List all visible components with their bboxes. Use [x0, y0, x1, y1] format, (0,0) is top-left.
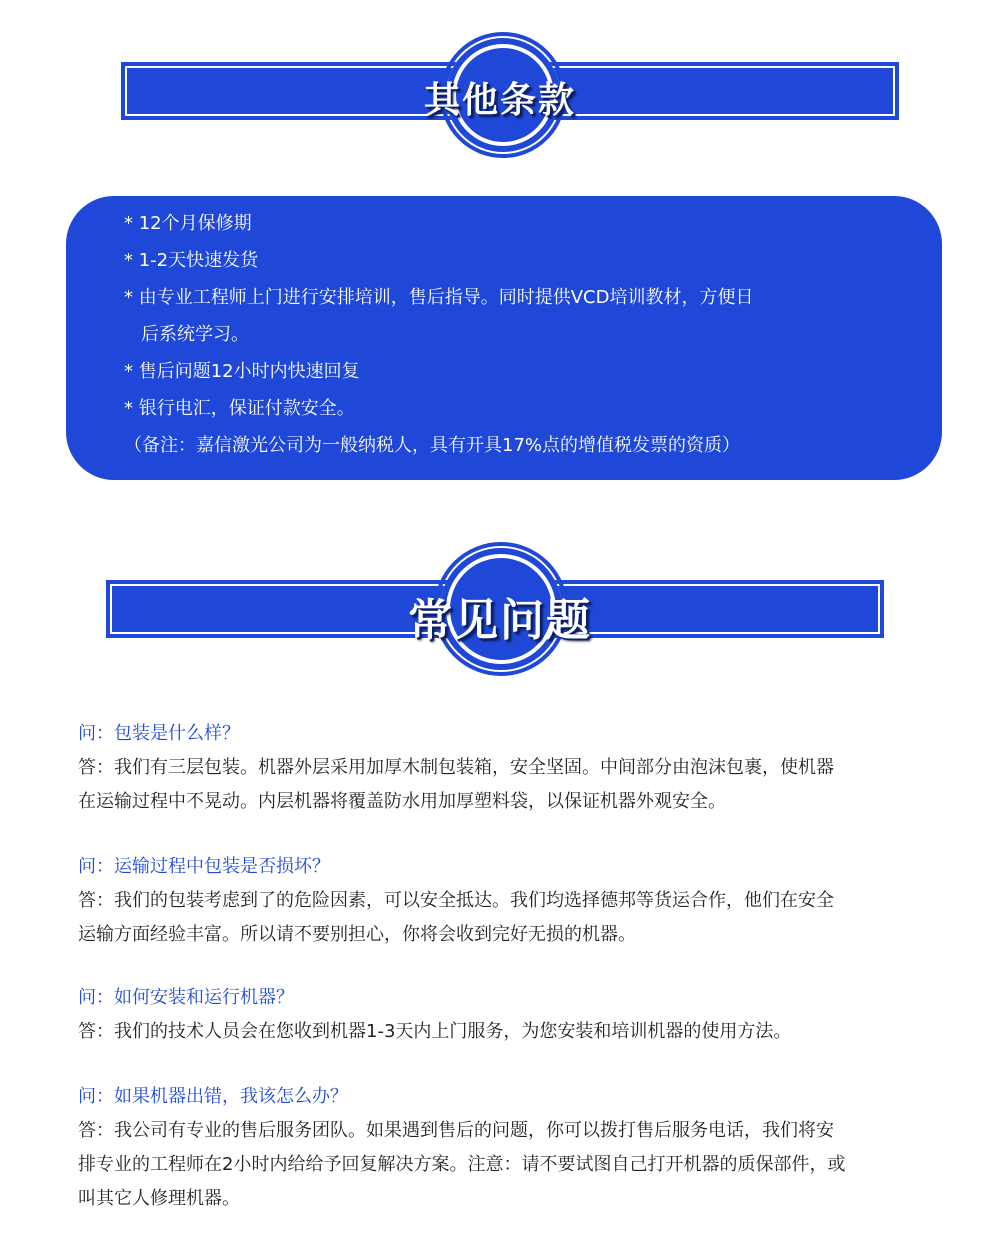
terms-item: * 银行电汇，保证付款安全。	[124, 398, 355, 419]
faq-question: 问：如果机器出错，我该怎么办？	[78, 1086, 348, 1107]
faq-item	[78, 850, 938, 952]
faq-answer-line: 答：我们的技术人员会在您收到机器1-3天内上门服务，为您安装和培训机器的使用方法。	[78, 1021, 792, 1042]
faq-question: 问：包装是什么样？	[78, 723, 240, 744]
terms-item-continuation: 后系统学习。	[141, 324, 249, 345]
faq-item	[78, 1080, 938, 1216]
terms-section-banner	[0, 30, 1000, 160]
faq-answer-line: 答：我们有三层包装。机器外层采用加厚木制包装箱，安全坚固。中间部分由泡沫包裹，使机器	[78, 757, 834, 778]
faq-answer-line: 答：我们的包装考虑到了的危险因素，可以安全抵达。我们均选择德邦等货运合作，他们在安全	[78, 890, 834, 911]
terms-note: （备注：嘉信激光公司为一般纳税人，具有开具17%点的增值税发票的资质）	[124, 435, 741, 456]
faq-answer-line: 运输方面经验丰富。所以请不要别担心，你将会收到完好无损的机器。	[78, 924, 636, 945]
faq-item	[78, 717, 938, 819]
terms-item: * 1-2天快速发货	[124, 250, 259, 271]
terms-item: * 售后问题12小时内快速回复	[124, 361, 360, 382]
faq-section-banner	[0, 540, 1000, 680]
terms-list	[124, 205, 844, 464]
faq-answer-line: 排专业的工程师在2小时内给给予回复解决方案。注意：请不要试图自己打开机器的质保部件，或	[78, 1154, 846, 1175]
terms-item: * 由专业工程师上门进行安排培训，售后指导。同时提供VCD培训教材，方便日	[124, 287, 754, 308]
faq-question: 问：运输过程中包装是否损坏？	[78, 856, 330, 877]
faq-answer-line: 在运输过程中不晃动。内层机器将覆盖防水用加厚塑料袋，以保证机器外观安全。	[78, 791, 726, 812]
faq-question: 问：如何安装和运行机器？	[78, 987, 294, 1008]
faq-answer-line: 答：我公司有专业的售后服务团队。如果遇到售后的问题，你可以拨打售后服务电话，我们将安	[78, 1120, 834, 1141]
faq-heading: 常见问题	[408, 595, 592, 646]
terms-heading: 其他条款	[423, 80, 576, 121]
faq-item	[78, 981, 938, 1049]
terms-item: * 12个月保修期	[124, 213, 252, 234]
faq-answer-line: 叫其它人修理机器。	[78, 1188, 240, 1209]
